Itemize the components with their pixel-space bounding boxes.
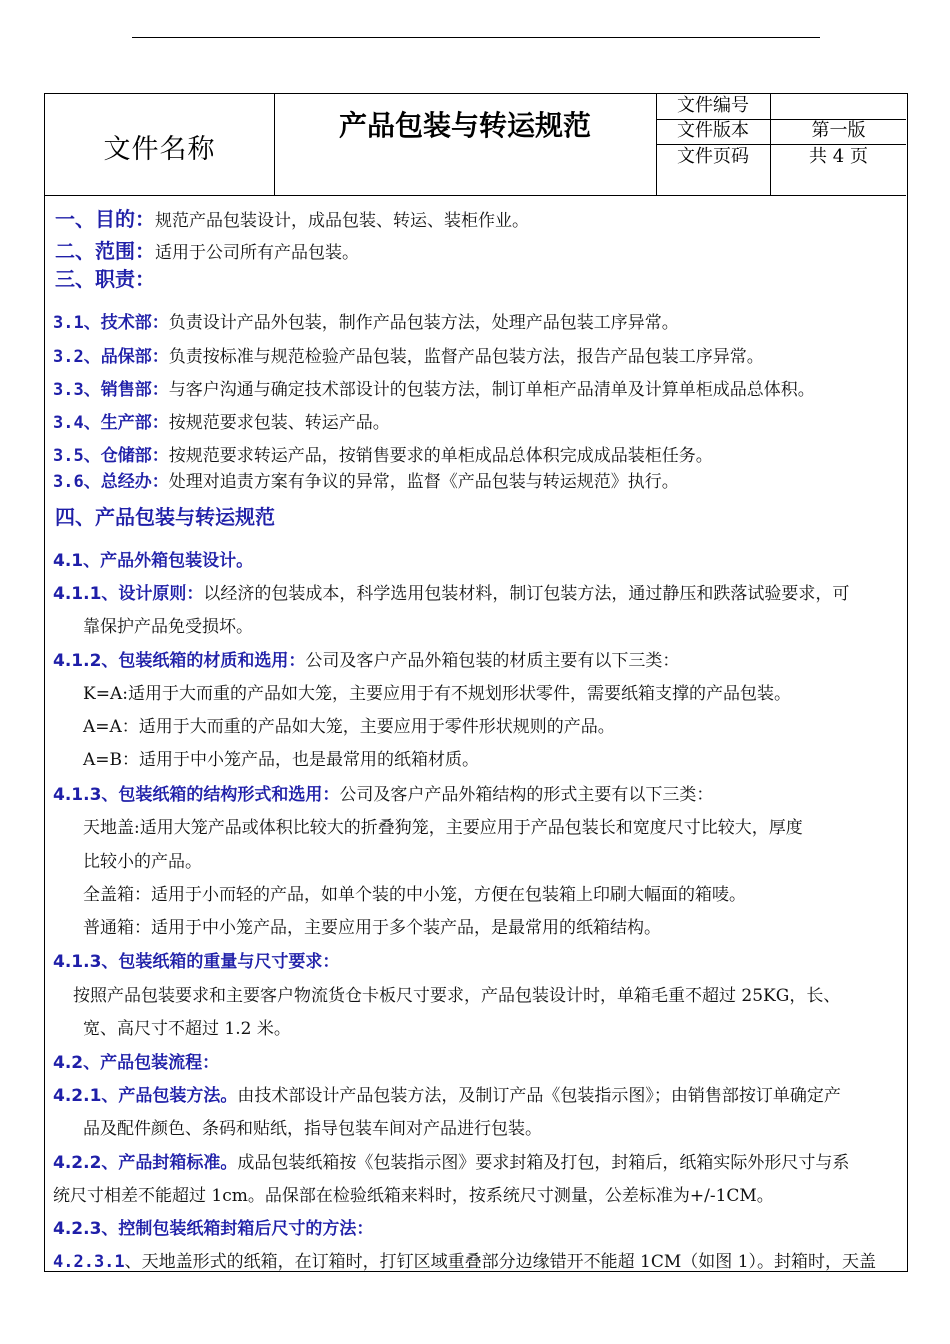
meta-row-pages <box>656 145 906 195</box>
item-text: K=A:适用于大而重的产品如大笼，主要应用于有不规划形状零件，需要纸箱支撑的产品包装。 <box>83 684 791 704</box>
file-name-label: 文件名称 <box>103 134 216 165</box>
item-number: 3.2、 <box>53 347 101 367</box>
item-key: 销售部： <box>100 380 169 400</box>
meta-row-number <box>656 94 906 120</box>
weight-text <box>73 981 840 1006</box>
meta-key: 文件版本 <box>656 119 771 144</box>
item-text: A=B：适用于中小笼产品，也是最常用的纸箱材质。 <box>83 750 480 770</box>
item-key: 4.1.3、包装纸箱的重量与尺寸要求： <box>53 952 340 972</box>
item-text: 以经济的包装成本，科学选用包装材料，制订包装方法，通过静压和跌落试验要求，可 <box>203 584 850 604</box>
item-text: 统尺寸相差不能超过 1cm。品保部在检验纸箱来料时，按系统尺寸测量，公差标准为+/-1CM。 <box>53 1186 774 1206</box>
material-ab <box>83 745 479 770</box>
duty-item <box>53 308 679 333</box>
item-text: 天地盖:适用大笼产品或体积比较大的折叠狗笼，主要应用于产品包装长和宽度尺寸比较大，厚度 <box>83 818 803 838</box>
item-text: A=A：适用于大而重的产品如大笼，主要应用于零件形状规则的产品。 <box>83 717 615 737</box>
item-key: 技术部： <box>100 313 169 333</box>
para-423 <box>53 1214 373 1239</box>
structure-type-2 <box>83 880 746 905</box>
item-key: 生产部： <box>100 413 169 433</box>
item-text: 普通箱：适用于中小笼产品，主要应用于多个装产品，是最常用的纸箱结构。 <box>83 918 661 938</box>
section-heading: 一、目的： <box>55 207 155 231</box>
section-text: 适用于公司所有产品包装。 <box>155 243 359 263</box>
document-title: 产品包装与转运规范 <box>338 109 591 142</box>
item-text: 比较小的产品。 <box>83 852 202 872</box>
item-key: 4.1.3、包装纸箱的结构形式和选用： <box>53 785 340 805</box>
weight-text-cont <box>83 1014 291 1039</box>
section-text: 规范产品包装设计，成品包装、转运、装柜作业。 <box>155 211 529 231</box>
para-413 <box>53 780 713 805</box>
meta-key: 文件页码 <box>656 145 771 195</box>
item-text: 公司及客户产品外箱结构的形式主要有以下三类： <box>339 785 714 805</box>
duty-item <box>53 408 390 433</box>
subsection-title: 4.1、产品外箱包装设计。 <box>53 551 254 571</box>
item-text: 按规范要求包装、转运产品。 <box>168 413 390 433</box>
top-rule <box>132 37 820 38</box>
section-heading: 四、产品包装与转运规范 <box>55 505 275 529</box>
item-text: 品及配件颜色、条码和贴纸，指导包装车间对产品进行包装。 <box>83 1119 542 1139</box>
section-spec <box>55 501 275 530</box>
meta-key: 文件编号 <box>656 94 771 119</box>
item-number: 4.2.3.1 <box>53 1252 125 1272</box>
para-422 <box>53 1148 849 1173</box>
section-purpose <box>55 203 529 232</box>
duty-item <box>53 467 679 492</box>
para-412 <box>53 646 679 671</box>
section-heading: 三、职责： <box>55 267 155 291</box>
structure-type-1 <box>83 813 803 838</box>
file-name-cell <box>45 94 275 195</box>
document-frame <box>44 93 908 1272</box>
item-key: 总经办： <box>100 472 169 492</box>
duty-item <box>53 441 713 466</box>
item-number: 3.4、 <box>53 413 101 433</box>
item-number: 3.6、 <box>53 472 101 492</box>
para-4231 <box>53 1247 876 1272</box>
item-text: 负责设计产品外包装，制作产品包装方法，处理产品包装工序异常。 <box>168 313 679 333</box>
para-421-cont <box>83 1114 542 1139</box>
para-421 <box>53 1081 841 1106</box>
item-key: 4.2.2、产品封箱标准。 <box>53 1153 238 1173</box>
title-cell <box>274 94 657 195</box>
item-key: 品保部： <box>100 347 169 367</box>
item-key: 4.2.3、控制包装纸箱封箱后尺寸的方法： <box>53 1219 374 1239</box>
meta-value: 共 4 页 <box>809 146 868 167</box>
item-text: 靠保护产品免受损坏。 <box>83 617 253 637</box>
subsection-heading <box>53 546 253 571</box>
para-422-cont <box>53 1181 774 1206</box>
item-key: 4.1.1、设计原则： <box>53 584 204 604</box>
material-aa <box>83 712 615 737</box>
duty-item <box>53 342 764 367</box>
subsection-heading <box>53 1048 219 1073</box>
item-key: 4.2.1、产品包装方法。 <box>53 1086 238 1106</box>
item-text: 负责按标准与规范检验产品包装，监督产品包装方法，报告产品包装工序异常。 <box>168 347 764 367</box>
material-ka <box>83 679 791 704</box>
item-text: 宽、高尺寸不超过 1.2 米。 <box>83 1019 291 1039</box>
structure-type-1-cont <box>83 847 202 872</box>
item-text: 按规范要求转运产品，按销售要求的单柜成品总体积完成成品装柜任务。 <box>168 446 713 466</box>
item-text: 由技术部设计产品包装方法，及制订产品《包装指示图》；由销售部按订单确定产 <box>237 1086 841 1106</box>
subsection-title: 4.2、产品包装流程： <box>53 1053 220 1073</box>
item-text: 、天地盖形式的纸箱，在订箱时，打钉区域重叠部分边缘错开不能超 1CM（如图 1）。封箱时，天盖 <box>124 1252 877 1272</box>
duty-item <box>53 375 815 400</box>
section-scope <box>55 235 359 264</box>
para-411-cont <box>83 612 253 637</box>
item-text: 按照产品包装要求和主要客户物流货仓卡板尺寸要求，产品包装设计时，单箱毛重不超过 25KG，长、 <box>73 986 841 1006</box>
para-413-weight <box>53 947 339 972</box>
meta-value: 第一版 <box>811 120 866 141</box>
item-text: 与客户沟通与确定技术部设计的包装方法，制订单柜产品清单及计算单柜成品总体积。 <box>168 380 815 400</box>
item-text: 全盖箱：适用于小而轻的产品，如单个装的中小笼，方便在包装箱上印刷大幅面的箱唛。 <box>83 885 746 905</box>
meta-row-version <box>656 119 906 145</box>
section-heading: 二、范围： <box>55 239 155 263</box>
structure-type-3 <box>83 913 661 938</box>
item-number: 3.5、 <box>53 446 101 466</box>
document-header <box>45 94 906 196</box>
para-411 <box>53 579 849 604</box>
item-number: 3.1、 <box>53 313 101 333</box>
section-duties <box>55 263 155 292</box>
item-text: 处理对追责方案有争议的异常，监督《产品包装与转运规范》执行。 <box>168 472 679 492</box>
item-text: 成品包装纸箱按《包装指示图》要求封箱及打包，封箱后，纸箱实际外形尺寸与系 <box>237 1153 850 1173</box>
meta-table <box>656 94 906 195</box>
item-key: 4.1.2、包装纸箱的材质和选用： <box>53 651 306 671</box>
item-key: 仓储部： <box>100 446 169 466</box>
item-number: 3.3、 <box>53 380 101 400</box>
item-text: 公司及客户产品外箱包装的材质主要有以下三类： <box>305 651 680 671</box>
